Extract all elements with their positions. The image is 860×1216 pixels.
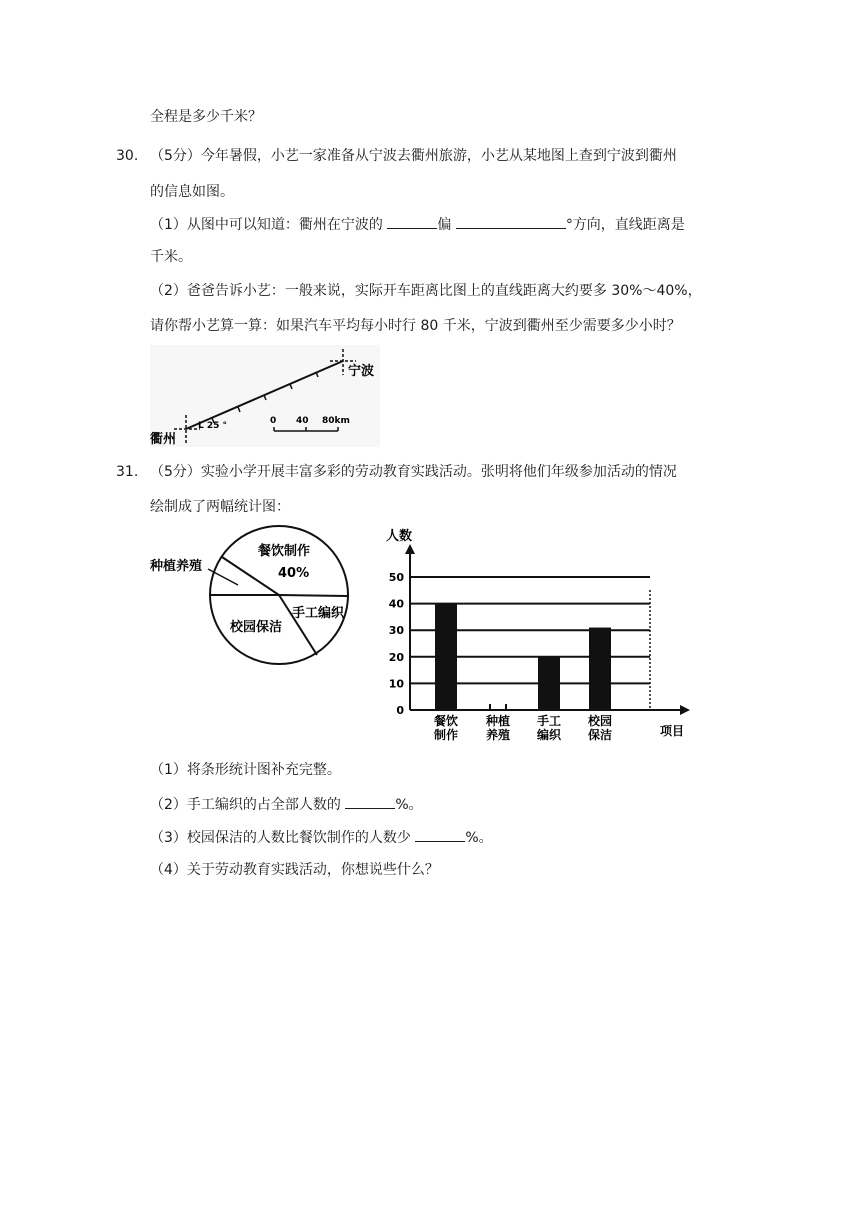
x-category-label-3-1: 保洁 xyxy=(587,728,613,742)
map-figure xyxy=(150,345,380,447)
question-score: （5分） xyxy=(150,148,201,164)
q31-sub2-unit: %。 xyxy=(395,797,423,813)
bar-0 xyxy=(435,604,457,710)
answer-blank-cleaning-percent[interactable] xyxy=(415,827,465,842)
q30-part1-text-a: （1）从图中可以知道：衢州在宁波的 xyxy=(150,217,383,233)
pie-label-food: 餐饮制作 xyxy=(258,544,311,559)
x-axis-label: 项目 xyxy=(660,724,685,738)
pie-percent-food: 40% xyxy=(278,566,310,581)
angle-label: L 25 ° xyxy=(198,421,228,431)
q31-intro-text: 实验小学开展丰富多彩的劳动教育实践活动。张明将他们年级参加活动的情况 xyxy=(200,464,677,480)
answer-blank-weaving-percent[interactable] xyxy=(345,794,395,809)
q31-intro-line2: 绘制成了两幅统计图： xyxy=(150,499,290,515)
x-category-label-2-0: 手工 xyxy=(536,714,562,728)
y-tick-label-20: 20 xyxy=(388,650,404,664)
x-category-label-0-1: 制作 xyxy=(433,728,459,742)
q30-intro-text: 今年暑假，小艺一家准备从宁波去衢州旅游，小艺从某地图上查到宁波到衢州 xyxy=(200,148,677,164)
y-tick-label-50: 50 xyxy=(388,571,404,584)
q30-part2-line2: 请你帮小艺算一算：如果汽车平均每小时行 80 千米，宁波到衢州至少需要多少小时？ xyxy=(150,318,681,334)
y-tick-label-10: 10 xyxy=(388,677,404,691)
q31-sub2 xyxy=(150,794,423,815)
pie-divider-right xyxy=(279,595,347,596)
q31-sub4: （4）关于劳动教育实践活动，你想说些什么？ xyxy=(150,862,439,878)
q30-part1-end: 千米。 xyxy=(150,249,192,265)
pie-chart xyxy=(150,525,365,675)
question-number: 30. xyxy=(116,148,139,164)
q31-sub2-text: （2）手工编织的占全部人数的 xyxy=(150,797,341,813)
scale-tick-40: 40 xyxy=(296,416,309,426)
pie-label-cleaning: 校园保洁 xyxy=(230,620,283,635)
y-tick-label-0: 0 xyxy=(396,704,404,717)
bar-2 xyxy=(538,657,560,710)
x-category-label-3-0: 校园 xyxy=(587,714,613,728)
pie-label-planting: 种植养殖 xyxy=(150,559,203,574)
bar-chart xyxy=(382,522,700,747)
q30-part1 xyxy=(150,214,685,235)
q30-part2-line1: （2）爸爸告诉小艺：一般来说，实际开车距离比图上的直线距离大约要多 30%～40%， xyxy=(150,283,702,299)
y-tick-label-30: 30 xyxy=(388,624,404,638)
question-number: 31. xyxy=(116,464,139,480)
answer-blank-angle[interactable] xyxy=(456,214,566,229)
q30-intro-line1 xyxy=(116,146,677,166)
label-quzhou: 衢州 xyxy=(150,432,177,447)
scale-tick-0: 0 xyxy=(270,416,277,426)
y-tick-label-40: 40 xyxy=(388,597,404,611)
q31-intro-line1 xyxy=(116,462,677,482)
q30-intro-line2: 的信息如图。 xyxy=(150,184,234,200)
q31-sub1: （1）将条形统计图补充完整。 xyxy=(150,762,341,778)
q31-sub3 xyxy=(150,827,493,848)
label-ningbo: 宁波 xyxy=(348,364,375,379)
y-axis-label: 人数 xyxy=(386,529,413,544)
q29-tail: 全程是多少千米？ xyxy=(150,109,262,125)
x-category-label-1-0: 种植 xyxy=(485,714,511,728)
q31-sub3-unit: %。 xyxy=(465,830,493,846)
x-category-label-0-0: 餐饮 xyxy=(433,714,459,728)
q30-part1-text-c: °方向，直线距离是 xyxy=(565,217,685,233)
answer-blank-direction[interactable] xyxy=(387,214,437,229)
scale-tick-80: 80km xyxy=(322,416,350,426)
question-score: （5分） xyxy=(150,464,201,480)
bar-3 xyxy=(589,628,611,710)
q31-sub3-text: （3）校园保洁的人数比餐饮制作的人数少 xyxy=(150,830,411,846)
pie-label-weaving: 手工编织 xyxy=(292,606,345,621)
x-category-label-1-1: 养殖 xyxy=(485,728,511,742)
q30-part1-text-b: 偏 xyxy=(437,217,452,233)
x-category-label-2-1: 编织 xyxy=(536,728,562,742)
